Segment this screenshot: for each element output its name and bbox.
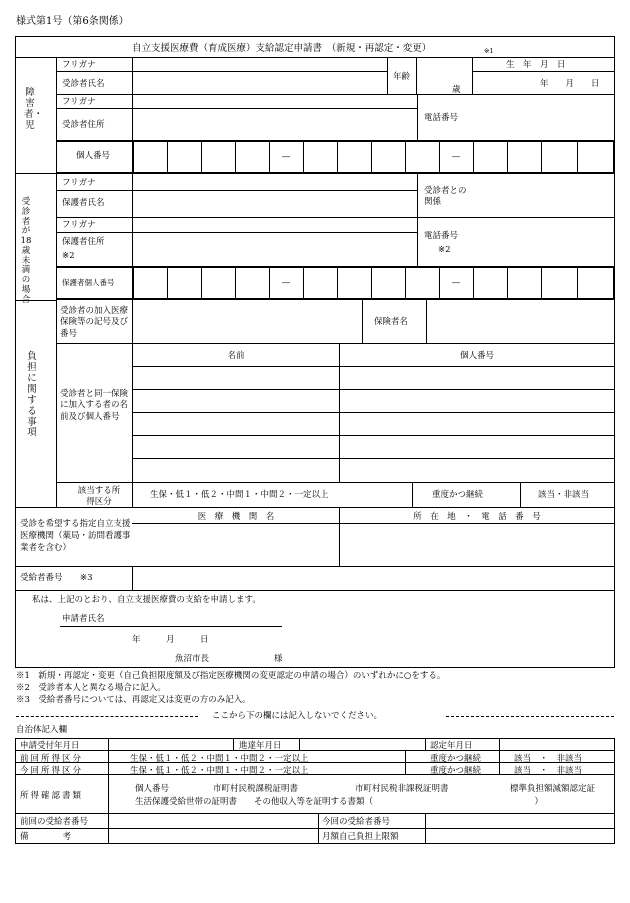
burden-section-label: 負担に関する事項 xyxy=(27,351,37,439)
note-3: ※3 受給者番号については、再認定又は変更の方のみ記入。 xyxy=(16,695,251,705)
curr-income-label: 今回所得区分 xyxy=(20,766,84,776)
patient-phone-field[interactable] xyxy=(473,95,614,140)
mynumber-separator: ― xyxy=(452,152,460,161)
mayor-addressee: 魚沼市長 xyxy=(175,654,210,664)
patient-mynumber-label: 個人番号 xyxy=(76,151,111,161)
cut-line-text: ここから下の欄には記入しないでください。 xyxy=(212,711,383,721)
declaration-text: 私は、上記のとおり、自立支援医療費の支給を申請します。 xyxy=(32,595,261,605)
guardian-mynumber-field[interactable] xyxy=(134,268,612,297)
patient-section-label: 障害者・児 xyxy=(24,87,44,131)
patient-name-label: 受診者氏名 xyxy=(62,79,105,89)
insurer-label: 保険者名 xyxy=(374,317,409,327)
doc-reduction-certificate[interactable]: 標準負担額減額認定証 xyxy=(510,784,596,794)
applicant-name-field[interactable] xyxy=(120,610,280,625)
institution-col-address: 所 在 地 ・ 電 話 番 号 xyxy=(413,512,541,522)
doc-tax-certificate[interactable]: 市町村民税課税証明書 xyxy=(213,784,299,794)
income-options[interactable]: 生保・低１・低２・中間１・中間２・一定以上 xyxy=(150,490,329,500)
patient-name-field[interactable] xyxy=(133,72,386,94)
guardian-name-label: 保護者氏名 xyxy=(62,198,105,208)
approved-date-label: 認定年月日 xyxy=(430,741,473,751)
prev-income-label: 前回所得区分 xyxy=(20,754,84,764)
note-2: ※2 受診者本人と異なる場合に記入。 xyxy=(16,683,166,693)
prev-severe-label[interactable]: 重度かつ継続 xyxy=(430,754,482,764)
insurance-label: 受診者の加入医療保険等の記号及び番号 xyxy=(60,306,129,339)
institution-label: 受診を希望する指定自立支援医療機関（薬局・訪問看護事業者を含む） xyxy=(20,519,131,553)
members-col-number: 個人番号 xyxy=(459,351,494,361)
applicant-name-label: 申請者氏名 xyxy=(62,614,105,624)
guardian-furigana2-label: フリガナ xyxy=(62,220,96,230)
guardian-address-note: ※2 xyxy=(62,251,75,261)
form-title: 自立支援医療費（育成医療）支給認定申請書 （新規・再認定・変更） xyxy=(132,43,432,54)
patient-mynumber-field[interactable] xyxy=(134,142,612,171)
doc-mynumber[interactable]: 個人番号 xyxy=(135,784,170,794)
recipient-number-field[interactable] xyxy=(133,567,613,589)
remarks-label: 備 考 xyxy=(20,832,72,842)
severe-continuous-label[interactable]: 重度かつ継続 xyxy=(432,490,484,500)
mynumber-separator: ― xyxy=(282,152,290,161)
age-unit: 歳 xyxy=(452,85,461,95)
patient-phone-label: 電話番号 xyxy=(424,113,459,123)
mayor-honorific: 様 xyxy=(274,654,283,664)
form-number: 様式第1号（第6条関係） xyxy=(16,16,129,27)
doc-non-tax-certificate[interactable]: 市町村民税非課税証明書 xyxy=(355,784,449,794)
received-date-label: 申請受付年月日 xyxy=(20,741,80,751)
docs-label: 所得確認書類 xyxy=(20,791,84,801)
patient-furigana-label: フリガナ xyxy=(62,60,96,70)
prev-recipient-number-label: 前回の受給者番号 xyxy=(20,817,89,827)
curr-severe-label[interactable]: 重度かつ継続 xyxy=(430,766,482,776)
prev-income-options[interactable]: 生保・低１・低２・中間１・中間２・一定以上 xyxy=(130,754,309,764)
guardian-address-field[interactable] xyxy=(133,233,416,266)
curr-recipient-number-label: 今回の受給者番号 xyxy=(322,817,391,827)
prev-applicable-option[interactable]: 該当 ・ 非該当 xyxy=(514,754,583,764)
guardian-section-label-a: 受診者が18歳未満の場合 xyxy=(20,197,32,305)
mynumber-separator: ― xyxy=(452,278,460,287)
institution-col-name: 医 療 機 関 名 xyxy=(197,512,275,522)
members-table-body[interactable] xyxy=(133,367,614,481)
doc-other[interactable]: 生活保護受給世帯の証明書 その他収入等を証明する書類（ ） xyxy=(135,797,544,807)
birth-date-field[interactable]: 年 月 日 xyxy=(540,79,600,89)
guardian-furigana-label: フリガナ xyxy=(62,178,96,188)
guardian-name-field[interactable] xyxy=(133,191,416,216)
guardian-mynumber-label: 保護者個人番号 xyxy=(62,278,115,287)
age-label: 年齢 xyxy=(393,72,411,82)
monthly-limit-label: 月額自己負担上限額 xyxy=(322,832,399,842)
severe-applicable-option[interactable]: 該当・非該当 xyxy=(538,490,590,500)
members-col-name: 名前 xyxy=(227,351,245,361)
patient-address-label: 受診者住所 xyxy=(62,120,105,130)
guardian-phone-note: ※2 xyxy=(438,245,451,255)
application-date[interactable]: 年 月 日 xyxy=(132,635,209,645)
birth-date-label: 生 年 月 日 xyxy=(506,60,566,70)
relation-label: 受診者との関係 xyxy=(424,186,467,208)
institution-field[interactable] xyxy=(133,524,613,566)
insurance-number-field[interactable] xyxy=(133,301,361,343)
recipient-number-label: 受給者番号 xyxy=(20,573,63,583)
patient-address-field[interactable] xyxy=(133,109,416,140)
office-use-title: 自治体記入欄 xyxy=(16,725,68,735)
mynumber-separator: ― xyxy=(282,278,290,287)
insurer-name-field[interactable] xyxy=(427,301,613,343)
guardian-address-label: 保護者住所 xyxy=(62,237,105,247)
note-1: ※1 新規・再認定・変更（自己負担限度額及び指定医療機関の変更認定の申請の場合）のいずれかに○をする。 xyxy=(16,671,446,681)
members-label: 受診者と同一保険に加入する者の名前及び個人番号 xyxy=(60,389,129,422)
income-category-label: 該当する所得区分 xyxy=(77,486,121,507)
curr-income-options[interactable]: 生保・低１・低２・中間１・中間２・一定以上 xyxy=(130,766,309,776)
recipient-number-note: ※3 xyxy=(80,573,93,583)
title-note: ※1 xyxy=(484,47,494,55)
sent-date-label: 進達年月日 xyxy=(239,741,282,751)
curr-applicable-option[interactable]: 該当 ・ 非該当 xyxy=(514,766,583,776)
patient-furigana2-label: フリガナ xyxy=(62,97,96,107)
guardian-phone-label: 電話番号 xyxy=(424,231,459,241)
